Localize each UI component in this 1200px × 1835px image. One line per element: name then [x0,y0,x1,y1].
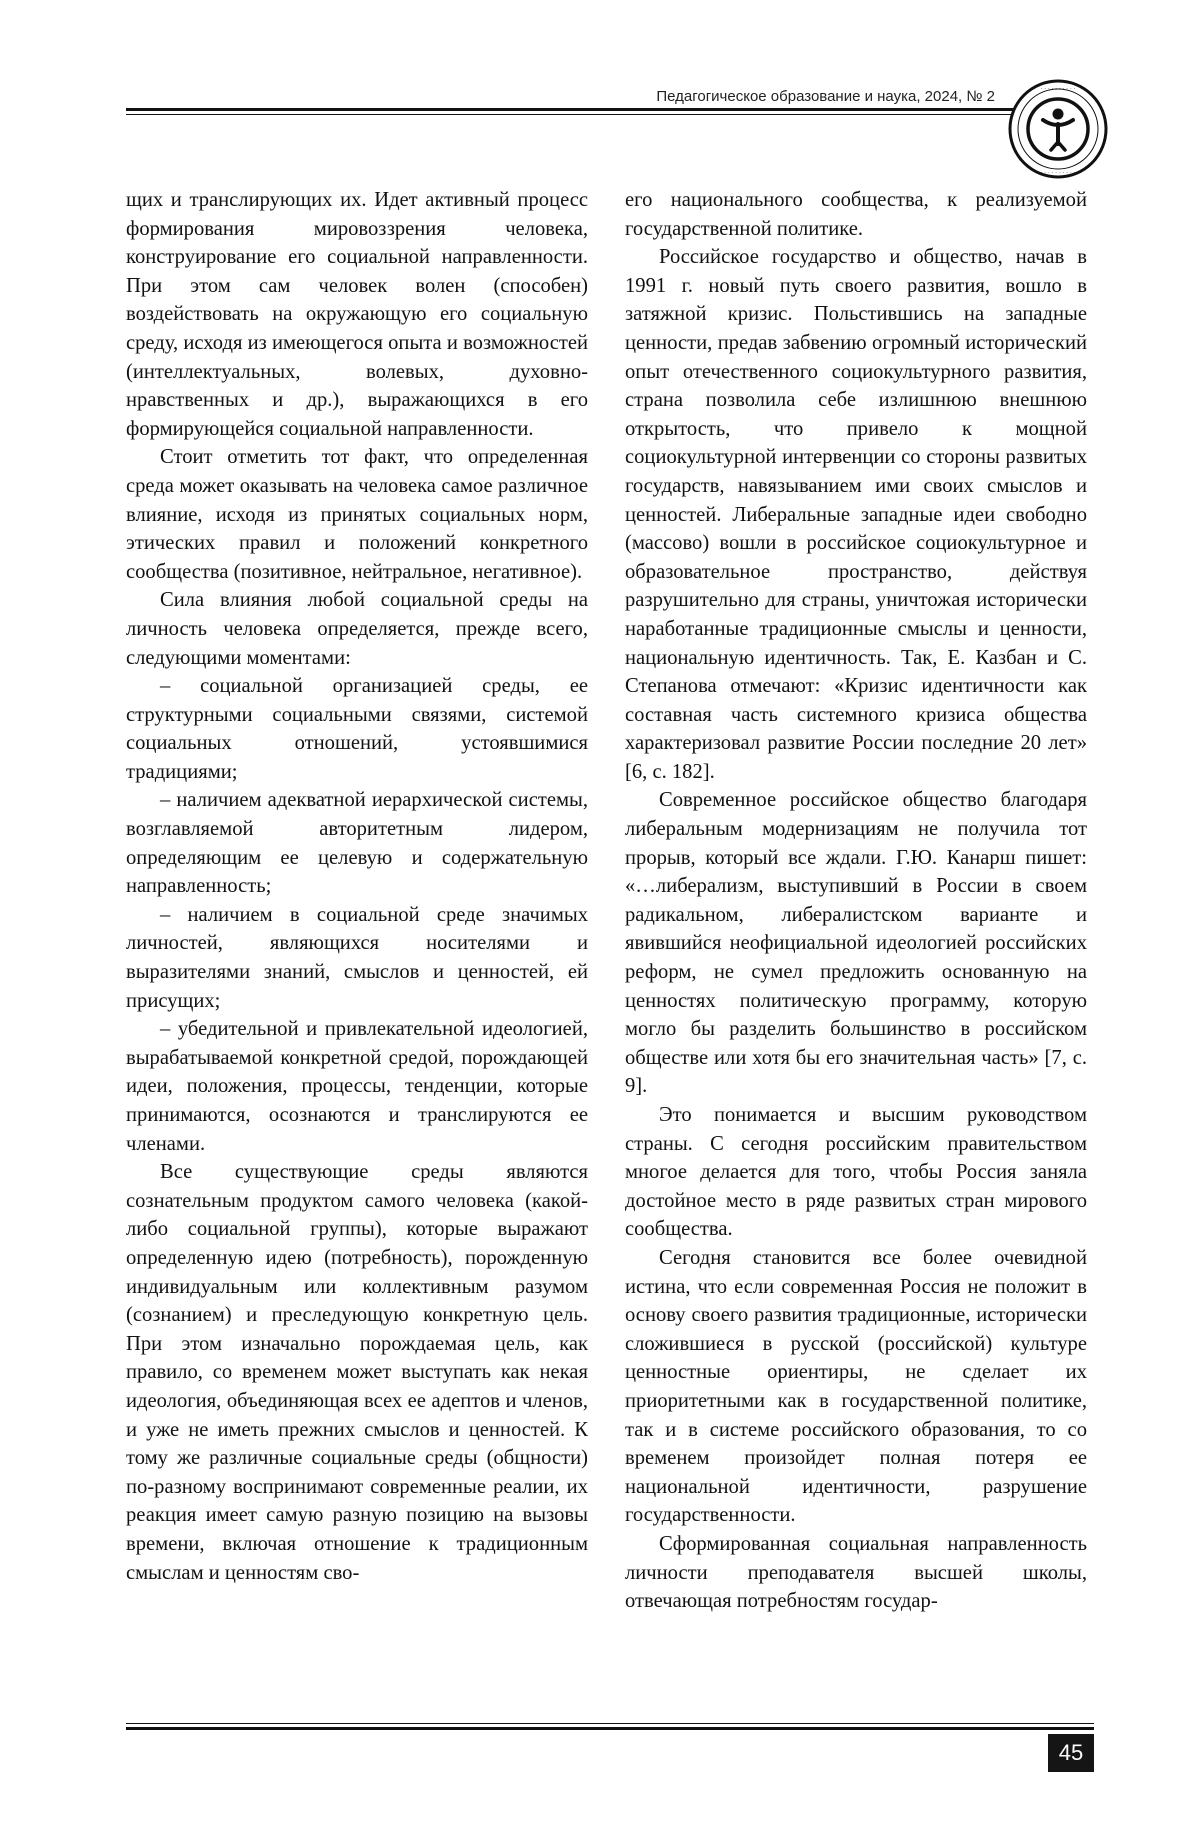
footer-rule-thick [126,1727,1094,1730]
journal-title: Педагогическое образование и наука, 2024, № 2 [656,88,995,105]
page-number: 45 [1048,1734,1094,1772]
footer-rule-thin [126,1723,1094,1724]
journal-logo [1007,78,1109,180]
list-item: – убедительной и привлекательной идеологией, вырабатываемой конкретной средой, порождающей идеи, положения, процессы, тенденции, которые принимаются, осознаются и транслируются ее членами. [126,1018,588,1155]
svg-text:· · · · · · · · · ·: · · · · · · · · · · [1040,86,1076,92]
paragraph: Сегодня становится все более очевидной истина, что если современная Россия не положит в основу своего развития традиционные, исторически сложившиеся в русской (российской) культуре ценностные ориентиры, не сделает их приоритетными как в государственной политике, так и в системе российского образования, то со временем произойдет полная потеря ее национальной идентичности, разрушение государственности. [625,1246,1087,1527]
paragraph: Современное российское общество благодаря либеральным модернизациям не получила тот прорыв, который все ждали. Г.Ю. Канарш пишет: «…либерализм, выступивший в России в своем радикальном, либералистском варианте и явившийся неофициальной идеологией российских реформ, не сумел предложить основанную на ценностях политическую программу, которую могло бы разделить большинство в российском обществе или хотя бы его значительная часть» [7, с. 9]. [625,789,1087,1098]
list-item: – наличием адекватной иерархической системы, возглавляемой авторитетным лидером, определяющим ее целевую и содержательную направленность; [126,789,588,898]
paragraph: щих и транслирующих их. Идет активный процесс формирования мировоззрения человека, конструирование его социальной направленности. При этом сам человек волен (способен) воздействовать на окружающую его социальную среду, исходя из имеющегося опыта и возможностей (интеллектуальных, волевых, духовно-нравственных и др.), выражающихся в его формирующейся социальной направленности. [126,189,588,440]
paragraph: Сила влияния любой социальной среды на личность человека определяется, прежде всего, следующими моментами: [126,589,588,669]
text-column-left [126,186,588,1587]
paragraph: Стоит отметить тот факт, что определенная среда может оказывать на человека самое различное влияние, исходя из принятых социальных норм, этических правил и положений конкретного сообщества (позитивное, нейтральное, негативное). [126,446,588,583]
text-column-right [625,186,1087,1616]
paragraph: Сформированная социальная направленность личности преподавателя высшей школы, отвечающая потребностям государ- [625,1532,1087,1613]
paragraph: Российское государство и общество, начав в 1991 г. новый путь своего развития, вошло в затяжной кризис. Польстившись на западные ценности, предав забвению огромный исторический опыт отечественного социокультурного развития, страна позволила себе излишнюю внешнюю открытость, что привело к мощной социокультурной интервенции со стороны развитых государств, навязыванием ими своих смыслов и ценностей. Либеральные западные идеи свободно (массово) вошли в российское социокультурное и образовательное пространство, действуя разрушительно для страны, уничтожая исторически наработанные традиционные смыслы и ценности, национальную идентичность. Так, Е. Казбан и С. Степанова отмечают: «Кризис идентичности как составная часть системного кризиса общества характеризовал развитие России последние 20 лет» [6, с. 182]. [625,246,1087,783]
list-item: – наличием в социальной среде значимых личностей, являющихся носителями и выразителями знаний, смыслов и ценностей, ей присущих; [126,903,588,1012]
header-rule-thick [126,108,1026,111]
list-item: – социальной организацией среды, ее структурными социальными связями, системой социальных отношений, устоявшимися традициями; [126,675,588,783]
paragraph: Все существующие среды являются сознательным продуктом самого человека (какой-либо социальной группы), которые выражают определенную идею (потребность), порожденную индивидуальным или коллективным разумом (сознанием) и преследующую конкретную цель. При этом изначально порождаемая цель, как правило, со временем может выступать как некая идеология, объединяющая всех ее адептов и членов, и уже не иметь прежних смыслов и ценностей. К тому же различные социальные среды (общности) по-разному воспринимают современные реалии, их реакция имеет самую разную позицию на вызовы времени, включая отношение к традиционным смыслам и ценностям сво- [126,1161,588,1584]
svg-text:· · · · · · · · · ·: · · · · · · · · · · [1040,170,1076,176]
paragraph: Это понимается и высшим руководством страны. С сегодня российским правительством многое делается для того, чтобы Россия заняла достойное место в ряде развитых стран мирового сообщества. [625,1104,1087,1241]
header-rule-thin [126,114,1026,115]
paragraph: его национального сообщества, к реализуемой государственной политике. [625,189,1087,240]
